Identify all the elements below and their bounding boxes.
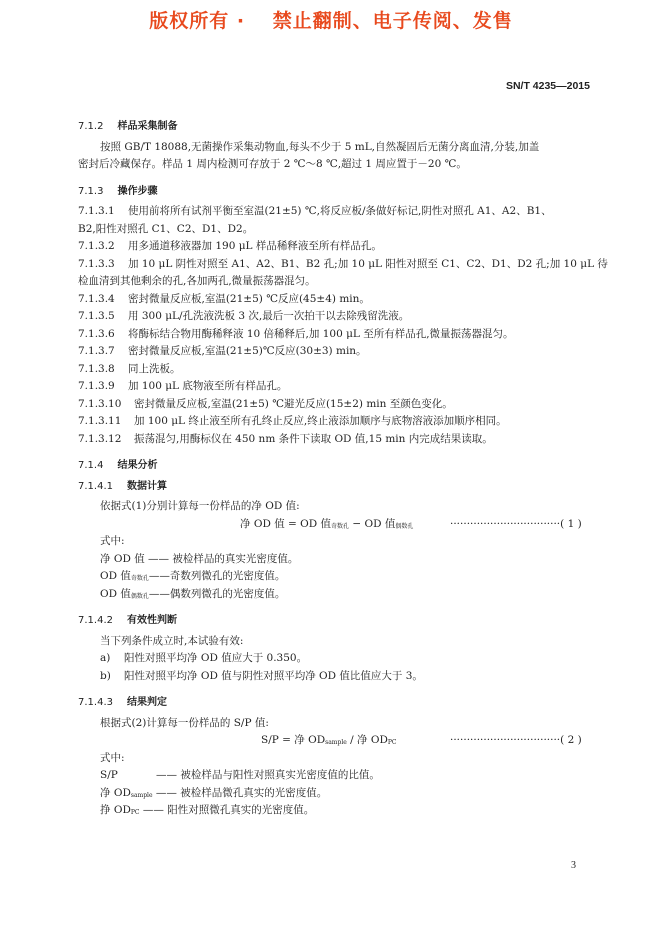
document-body — [78, 118, 608, 820]
definition-od-pc — [78, 802, 592, 820]
section-heading-7-1-2 — [78, 118, 592, 136]
equation-part: − OD 值 — [349, 517, 396, 530]
equation-part: S/P = 净 OD — [261, 734, 326, 746]
step-number: 7.1.3.6 — [78, 327, 115, 340]
step-continuation: 检血清到其他剩余的孔,各加两孔,微量振荡器混匀。 — [78, 275, 316, 287]
term: 净 OD — [100, 786, 131, 799]
subscript-pc: PC — [387, 739, 397, 746]
section-title: 结果分析 — [117, 460, 158, 471]
definition: —— 被检样品与阳性对照真实光密度值的比值。 — [156, 769, 380, 781]
step-number: 7.1.3.5 — [78, 310, 115, 322]
term: S/P — [100, 769, 118, 781]
procedure-steps — [78, 203, 608, 448]
step-number: 7.1.3.12 — [78, 432, 122, 445]
step-text: 用 300 μL/孔洗液洗板 3 次,最后一次拍干以去除残留洗液。 — [128, 310, 410, 322]
page-number: 3 — [571, 860, 576, 871]
equation-1 — [78, 516, 592, 534]
document-number: SN/T 4235—2015 — [505, 80, 590, 92]
step-7-1-3-10 — [78, 396, 592, 414]
step-continuation: B2,阳性对照孔 C1、C2、D1、D2。 — [78, 222, 254, 235]
step-text: 使用前将所有试剂平衡至室温(21±5) ℃,将反应板/条做好标记,阴性对照孔 A1、A2、B1、 — [128, 205, 552, 217]
step-text: 加 100 μL 终止液至所有孔终止反应,终止液添加顺序与底物溶液添加顺序相同。 — [134, 415, 507, 427]
subscript-even: 偶数孔 — [395, 522, 414, 530]
term: OD 值 — [100, 570, 131, 582]
definition-od-odd — [78, 568, 592, 586]
step-7-1-3-5 — [78, 308, 592, 326]
definition: —— 阳性对照微孔真实的光密度值。 — [139, 804, 315, 816]
section-title: 样品采集制备 — [117, 121, 178, 132]
step-text: 加 100 μL 底物液至所有样品孔。 — [128, 380, 288, 392]
step-text: 用多通道移液器加 190 μL 样品稀释液至所有样品孔。 — [128, 240, 382, 252]
step-text: 将酶标结合物用酶稀释液 10 倍稀释后,加 100 μL 至所有样品孔,微量振荡器混匀。 — [128, 327, 514, 340]
definition: —— 被检样品微孔真实的光密度值。 — [152, 786, 328, 799]
definition: ——奇数列微孔的光密度值。 — [148, 570, 286, 582]
equation-number: ·································( 2 ) — [450, 734, 582, 746]
where-label: 式中: — [100, 535, 125, 547]
definition-od-sample — [78, 785, 592, 803]
step-text: 同上洗板。 — [128, 362, 181, 375]
step-number: 7.1.3.7 — [78, 345, 115, 357]
subscript-odd: 奇数孔 — [331, 522, 350, 530]
step-7-1-3-2 — [78, 238, 592, 256]
step-7-1-3-1 — [78, 203, 592, 221]
section-heading-7-1-4 — [78, 457, 592, 475]
step-7-1-3-12 — [78, 431, 592, 449]
definition-sp — [78, 767, 592, 785]
step-7-1-3-3 — [78, 256, 608, 274]
copyright-banner: 版权所有 · 禁止翻制、电子传阅、发售 — [149, 10, 513, 32]
paragraph-line: 依据式(1)分别计算每一份样品的净 OD 值: — [100, 500, 300, 512]
where-label: 式中: — [100, 751, 125, 764]
list-item-a — [78, 650, 592, 668]
step-number: 7.1.3.4 — [78, 292, 115, 305]
definition-net-od: 净 OD 值 —— 被检样品的真实光密度值。 — [100, 552, 299, 565]
definition: ——偶数列微孔的光密度值。 — [148, 587, 286, 600]
paragraph-line: 按照 GB/T 18088,无菌操作采集动物血,每头不少于 5 mL,自然凝固后无菌分离血清,分装,加盖 — [100, 140, 540, 153]
step-number: 7.1.3.10 — [78, 397, 122, 410]
section-title: 有效性判断 — [127, 615, 177, 626]
section-heading-7-1-4-2 — [78, 612, 592, 630]
step-text: 密封微量反应板,室温(21±5)℃反应(30±3) min。 — [128, 345, 367, 357]
list-label: b) — [100, 669, 111, 682]
term-subscript: 偶数孔 — [130, 592, 149, 600]
section-number: 7.1.4.1 — [78, 480, 113, 492]
paragraph-line: 当下列条件成立时,本试验有效: — [100, 634, 244, 647]
equation-2 — [78, 732, 592, 750]
section-number: 7.1.2 — [78, 121, 104, 132]
equation-number: ·································( 1 ) — [450, 517, 582, 530]
step-7-1-3-6 — [78, 326, 592, 344]
section-number: 7.1.4.3 — [78, 697, 113, 708]
step-7-1-3-7 — [78, 343, 592, 361]
list-text: 阳性对照平均净 OD 值与阴性对照平均净 OD 值比值应大于 3。 — [124, 669, 423, 682]
step-7-1-3-4 — [78, 291, 592, 309]
step-text: 振荡混匀,用酶标仪在 450 nm 条件下读取 OD 值,15 min 内完成结果读取。 — [134, 432, 493, 445]
term-subscript: 奇数孔 — [130, 575, 149, 582]
step-7-1-3-11 — [78, 413, 592, 431]
section-title: 操作步骤 — [117, 185, 158, 197]
step-number: 7.1.3.8 — [78, 362, 115, 375]
step-7-1-3-9 — [78, 378, 592, 396]
section-heading-7-1-4-1 — [78, 478, 592, 496]
step-number: 7.1.3.9 — [78, 380, 115, 392]
equation-part: 净 OD 值 = OD 值 — [240, 517, 332, 530]
step-number: 7.1.3.3 — [78, 257, 115, 270]
section-heading-7-1-4-3 — [78, 694, 592, 712]
step-number: 7.1.3.2 — [78, 240, 115, 252]
step-text: 加 10 μL 阴性对照至 A1、A2、B1、B2 孔;加 10 μL 阳性对照至 C1、C2、D1、D2 孔;加 10 μL 待 — [128, 257, 608, 270]
term: 挣 OD — [100, 804, 131, 816]
list-label: a) — [100, 652, 111, 664]
term: OD 值 — [100, 587, 131, 600]
term-subscript: PC — [130, 809, 140, 816]
paragraph-line: 密封后冷藏保存。样品 1 周内检测可存放于 2 ℃～8 ℃,超过 1 周应置于－20 ℃。 — [78, 158, 467, 170]
term-subscript: sample — [130, 791, 153, 799]
step-text: 密封微量反应板,室温(21±5) ℃反应(45±4) min。 — [128, 292, 370, 305]
step-number: 7.1.3.1 — [78, 205, 115, 217]
section-number: 7.1.4.2 — [78, 615, 113, 626]
section-title: 结果判定 — [127, 697, 167, 708]
list-item-b — [78, 668, 592, 686]
section-number: 7.1.4 — [78, 460, 104, 471]
section-number: 7.1.3 — [78, 185, 104, 197]
list-text: 阳性对照平均净 OD 值应大于 0.350。 — [124, 652, 308, 664]
step-text: 密封微量反应板,室温(21±5) ℃避光反应(15±2) min 至颜色变化。 — [134, 397, 453, 410]
equation-part: / 净 OD — [346, 734, 388, 746]
definition-od-even — [78, 586, 592, 604]
subscript-sample: sample — [325, 739, 347, 746]
step-7-1-3-8 — [78, 361, 592, 379]
paragraph-line: 根据式(2)计算每一份样品的 S/P 值: — [100, 716, 269, 729]
step-number: 7.1.3.11 — [78, 415, 122, 427]
section-heading-7-1-3 — [78, 183, 592, 201]
section-title: 数据计算 — [127, 480, 167, 492]
